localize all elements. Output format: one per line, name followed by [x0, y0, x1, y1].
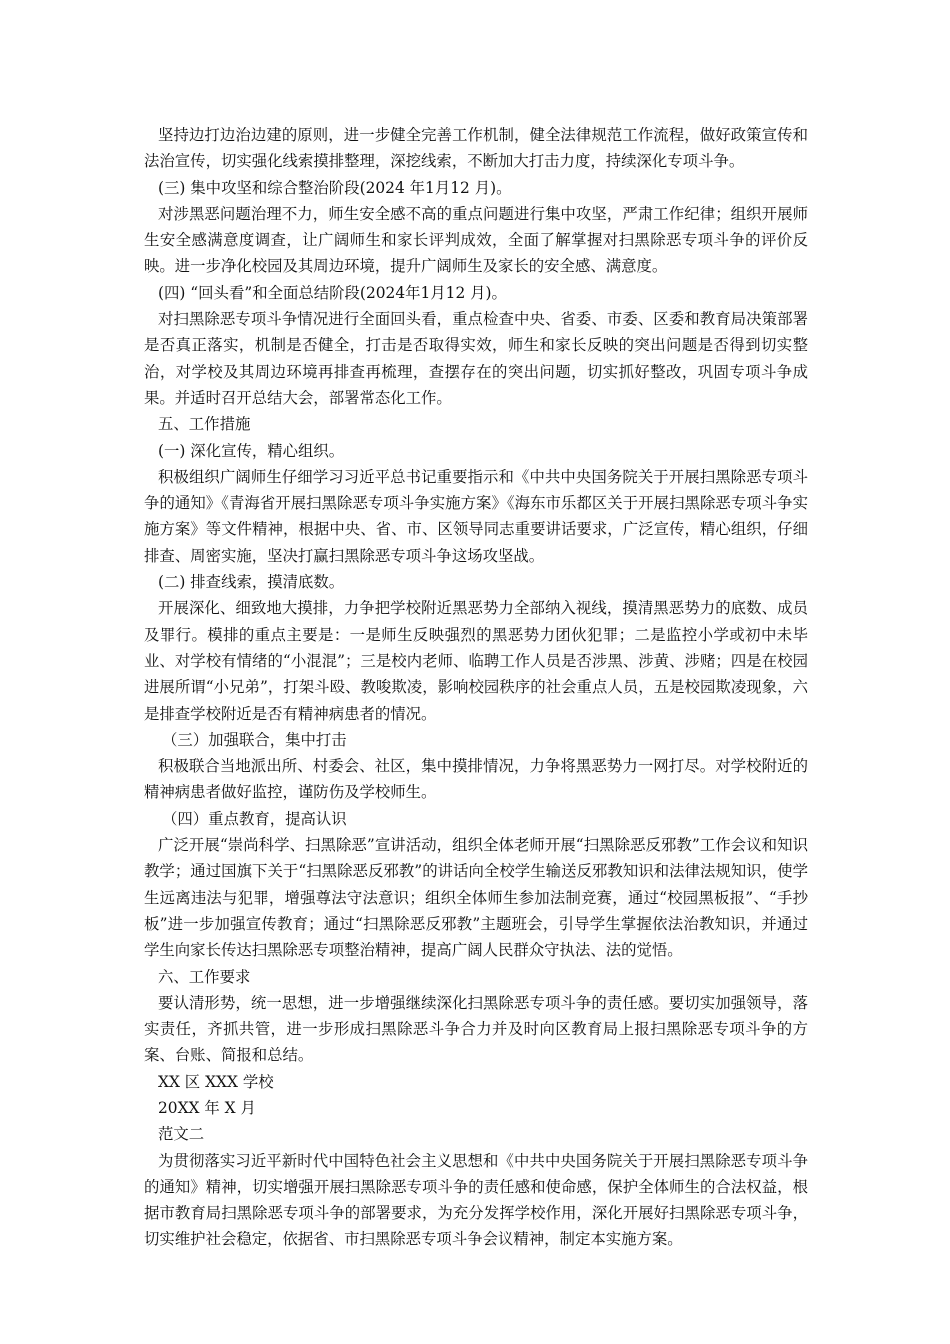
paragraph-measure-one: 积极组织广阔师生仔细学习习近平总书记重要指示和《中共中央国务院关于开展扫黑除恶专项斗争的通知》《青海省开展扫黑除恶专项斗争实施方案》《海东市乐都区关于开展扫黑除恶专项斗争实施方案》等文件精神，根据中央、省、市、区领导同志重要讲话要求，广泛宣传，精心组织，仔细排查、周密实施，坚决打赢扫黑除恶专项斗争这场攻坚战。 — [144, 467, 808, 565]
paragraph-measure-four: 广泛开展“崇尚科学、扫黑除恶”宣讲活动，组织全体老师开展“扫黑除恶反邪教”工作会议和知识教学；通过国旗下关于“扫黑除恶反邪教”的讲话向全校学生输送反邪教知识和法律法规知识，使学生远离违法与犯罪，增强尊法守法意识；组织全体师生参加法制竞赛，通过“校园黑板报”、“手抄板”进一步加强宣传教育；通过“扫黑除恶反邪教”主题班会，引导学生掌握依法治教知识，并通过学生向家长传达扫黑除恶专项整治精神，提高广阔人民群众守执法、法的觉悟。 — [144, 836, 808, 960]
heading-measure-three: （三）加强联合，集中打击 — [162, 730, 347, 749]
signature-date: 20XX 年 X 月 — [158, 1098, 256, 1117]
paragraph-stage-three: 对涉黑恶问题治理不力，师生安全感不高的重点问题进行集中攻坚，严肃工作纪律；组织开展师生安全感满意度调查，让广阔师生和家长评判成效，全面了解掌握对扫黑除恶专项斗争的评价反映。进一步净化校园及其周边环境，提升广阔师生及家长的安全感、满意度。 — [144, 204, 808, 276]
heading-stage-four: (四) “回头看”和全面总结阶段(2024年1月12 月)。 — [158, 283, 507, 302]
heading-stage-three: (三) 集中攻坚和综合整治阶段(2024 年1月12 月)。 — [158, 178, 512, 197]
paragraph-stage-four: 对扫黑除恶专项斗争情况进行全面回头看，重点检查中央、省委、市委、区委和教育局决策部署是否真正落实，机制是否健全，打击是否取得实效，师生和家长反映的突出问题是否得到切实整治，对学校及其周边环境再排查再梳理，查摆存在的突出问题，切实抓好整改，巩固专项斗争成果。并适时召开总结大会，部署常态化工作。 — [144, 310, 808, 407]
paragraph-requirements: 要认清形势，统一思想，进一步增强继续深化扫黑除恶专项斗争的责任感。要切实加强领导，落实责任，齐抓共管，进一步形成扫黑除恶斗争合力并及时向区教育局上报扫黑除恶专项斗争的方案、台账、简报和总结。 — [144, 993, 808, 1065]
heading-measures: 五、工作措施 — [158, 415, 251, 434]
paragraph-measure-three: 积极联合当地派出所、村委会、社区，集中摸排情况，力争将黑恶势力一网打尽。对学校附近的精神病患者做好监控，谨防伤及学校师生。 — [144, 757, 808, 802]
heading-measure-two: (二) 排查线索，摸清底数。 — [158, 573, 345, 592]
heading-measure-one: (一) 深化宣传，精心组织。 — [158, 441, 345, 460]
signature-school: XX 区 XXX 学校 — [158, 1072, 274, 1091]
heading-requirements: 六、工作要求 — [158, 967, 251, 986]
heading-measure-four: （四）重点教育，提高认识 — [162, 809, 347, 828]
paragraph-principle: 坚持边打边治边建的原则，进一步健全完善工作机制，健全法律规范工作流程，做好政策宣传和法治宣传，切实强化线索摸排整理，深挖线索，不断加大打击力度，持续深化专项斗争。 — [144, 126, 808, 171]
document-body — [144, 122, 808, 1253]
paragraph-measure-two: 开展深化、细致地大摸排，力争把学校附近黑恶势力全部纳入视线，摸清黑恶势力的底数、成员及罪行。模排的重点主要是：一是师生反映强烈的黑恶势力团伙犯罪；二是监控小学或初中未毕业、对学校有情绪的“小混混”；三是校内老师、临聘工作人员是否涉黑、涉黄、涉赌；四是在校园进展所谓“小兄弟”，打架斗殴、教唆欺凌，影响校园秩序的社会重点人员，五是校园欺凌现象，六是排查学校附近是否有精神病患者的情况。 — [144, 599, 808, 723]
paragraph-sample-two: 为贯彻落实习近平新时代中国特色社会主义思想和《中共中央国务院关于开展扫黑除恶专项斗争的通知》精神，切实增强开展扫黑除恶专项斗争的责任感和使命感，保护全体师生的合法权益，根据市教育局扫黑除恶专项斗争的部署要求，为充分发挥学校作用，深化开展好扫黑除恶专项斗争，切实维护社会稳定，依据省、市扫黑除恶专项斗争会议精神，制定本实施方案。 — [144, 1151, 808, 1249]
heading-sample-two: 范文二 — [158, 1125, 205, 1144]
